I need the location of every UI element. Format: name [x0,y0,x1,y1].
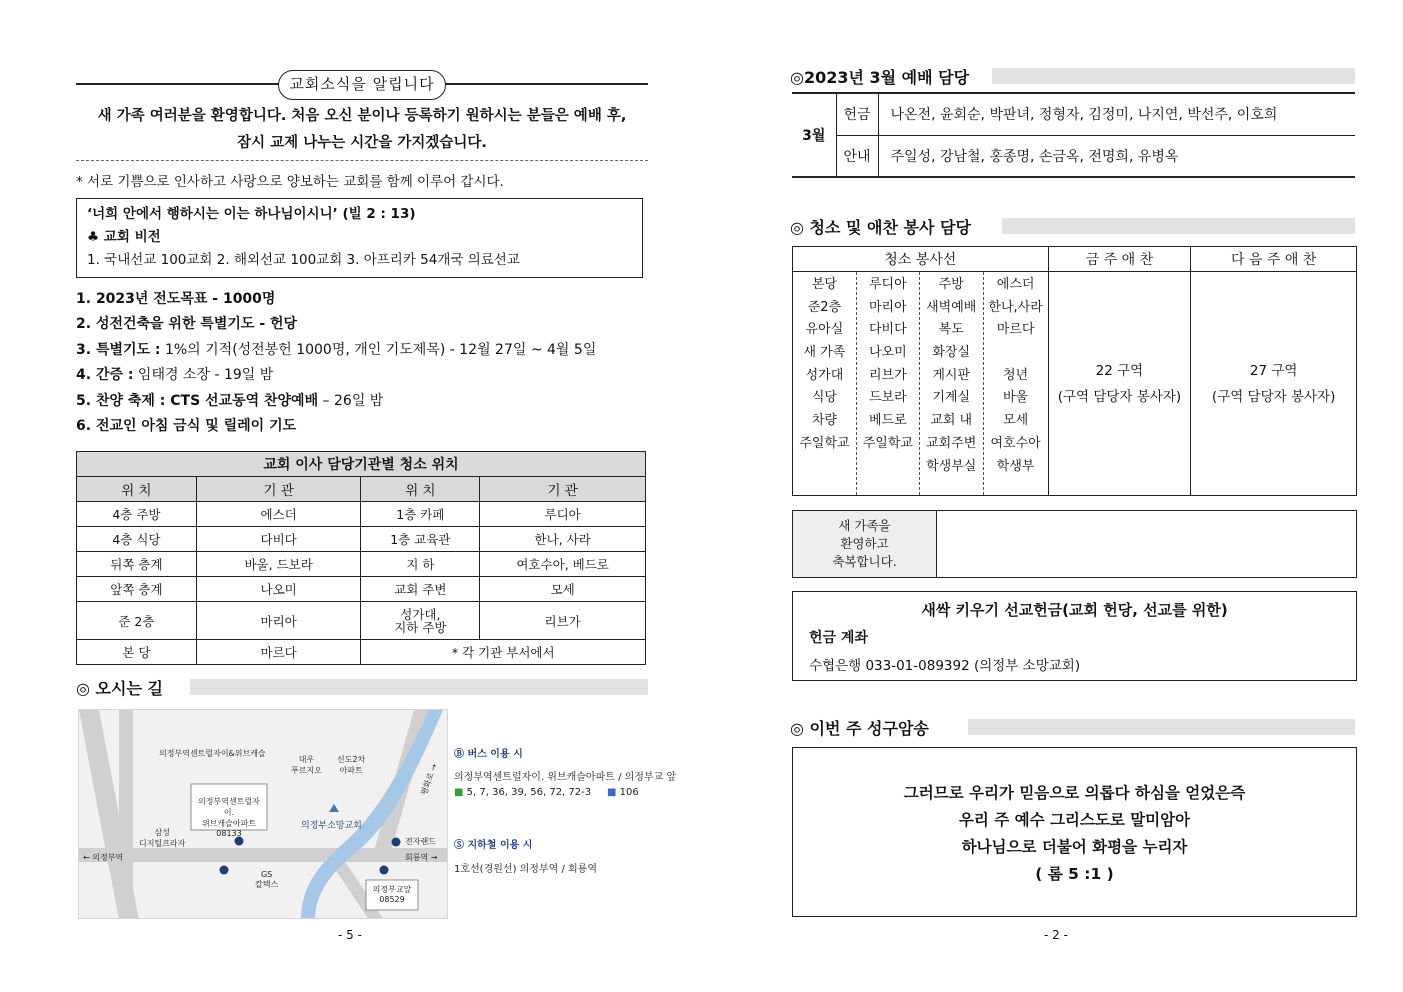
table-cell: 1층 카페 [361,502,480,527]
table-cell: 지 하 [361,552,480,577]
vision-heading: ♣ 교회 비전 [87,229,161,245]
map-label: 의정부교앞 08529 [372,885,412,904]
table-row [792,93,1355,135]
new-family-box [792,510,1357,578]
table-cell: * 각 기관 부서에서 [361,640,646,665]
table-cell: 마르다 [196,640,361,665]
announcement-2: 2. 성전건축을 위한 특별기도 - 헌당 [76,316,298,332]
bus-stop: 의정부역센트럴자이. 위브캐슬아파트 / 의정부교 앞 [454,772,677,783]
worship-duty-table [792,92,1355,178]
map-label: 의정부역센트럴자이. 위브캐슬아파트 08133 [198,797,260,838]
this-week-meal: 22 구역 (구역 담당자 봉사자) [1048,272,1191,496]
col-header: 위 치 [77,477,197,502]
table-cell: 여호수아, 베드로 [480,552,646,577]
table-cell: 본 당 [77,640,197,665]
table-row [77,577,646,602]
map-label: 전자랜드 [405,837,436,846]
section-bar [190,679,648,695]
announcement-4: 4. 간증 : 임태경 소장 - 19일 밤 [76,367,274,383]
welcome-text-2: 잠시 교제 나누는 시간을 가지겠습니다. [237,135,487,151]
names-cell: 주일성, 강남철, 홍종명, 손금옥, 전명희, 유병옥 [878,135,1355,177]
map-label: 대우 푸르지오 [291,755,322,775]
map-label: GS 칼텍스 [255,870,279,889]
table-row [77,527,646,552]
map-label: ← 의정부역 [83,853,124,862]
memory-verse-box [792,747,1357,917]
table-row [77,552,646,577]
subway-icon: Ⓢ [454,840,464,851]
announcement-6: 6. 전교인 아침 금식 및 릴레이 기도 [76,418,297,434]
blue-bus-icon: ■ [607,787,617,798]
table-cell: 리브가 [480,602,646,640]
subway-title: Ⓢ 지하철 이용 시 [454,840,533,851]
table-cell: 1층 교육관 [361,527,480,552]
vision-box [76,198,643,278]
col-header: 청소 봉사선 [793,247,1049,272]
page-number-right: - 2 - [1044,928,1068,942]
table-cell: 다비다 [196,527,361,552]
table-row [793,272,1357,496]
offering-account: 수협은행 033-01-089392 (의정부 소망교회) [809,658,1081,674]
volunteer-title: ◎ 청소 및 애찬 봉사 담당 [790,218,971,237]
table-cell: 4층 주방 [77,502,197,527]
green-bus-icon: ■ [454,787,464,798]
table-row [77,602,646,640]
announcement-5: 5. 찬양 축제 : CTS 선교동역 찬양예배 – 26일 밤 [76,393,384,409]
table-row [77,640,646,665]
memory-verse-title: ◎ 이번 주 성구암송 [790,719,929,738]
map-label: 삼성 디지털프라자 [139,828,186,848]
cleaning-places-col-1: 본당 준2층 유아실 새 가족 성가대 식당 차량 주일학교 [793,272,857,496]
col-header: 금 주 애 찬 [1048,247,1191,272]
church-map [78,709,448,919]
dashed-divider [76,160,648,161]
map-label: 의정부역센트럴자이&위브캐슬 [159,749,266,758]
col-header: 위 치 [361,477,480,502]
table-cell: 성가대, 지하 주방 [361,602,480,640]
cleaning-groups-col-2: 에스더 한나,사라 마르다 청년 바울 모세 여호수아 학생부 [983,272,1048,496]
names-cell: 나온전, 윤회순, 박판녀, 정형자, 김정미, 나지연, 박선주, 이호희 [878,93,1355,135]
verse-reference: ( 롬 5 :1 ) [1035,865,1114,883]
month-cell: 3월 [792,93,836,177]
cleaning-location-table [76,451,646,665]
vision-items: 1. 국내선교 100교회 2. 해외선교 100교회 3. 아프리카 54개국 의료선교 [87,252,520,268]
table-cell: 한나, 사라 [480,527,646,552]
offering-box [792,591,1357,681]
role-cell: 안내 [836,135,878,177]
section-bar [968,719,1355,735]
table-cell: 마리아 [196,602,361,640]
verse-line-3: 하나님으로 더불어 화평을 누리자 [961,838,1188,856]
bus-icon: Ⓑ [454,749,464,760]
offering-label: 헌금 계좌 [809,630,868,646]
volunteer-table [792,246,1357,496]
section-bar [992,68,1355,84]
bus-routes: ■ 5, 7, 36, 39, 56, 72, 72-3 ■ 106 [454,787,639,798]
map-label: 회룡역 → [405,853,438,862]
table-cell: 바울, 드보라 [196,552,361,577]
table-cell: 루디아 [480,502,646,527]
table-cell: 모세 [480,577,646,602]
new-family-label: 새 가족을 환영하고 축복합니다. [793,511,937,577]
table-cell: 에스더 [196,502,361,527]
role-cell: 헌금 [836,93,878,135]
table-cell: 준 2층 [77,602,197,640]
announcement-3: 3. 특별기도 : 1%의 기적(성전봉헌 1000명, 개인 기도제목) - 12월 27일 ~ 4월 5일 [76,342,597,358]
col-header: 기 관 [480,477,646,502]
table-row [793,247,1357,272]
news-title: 교회소식을 알립니다 [278,70,446,100]
worship-title: ◎2023년 3월 예배 담당 [790,68,970,87]
col-header: 기 관 [196,477,361,502]
welcome-text-1: 새 가족 여러분을 환영합니다. 처음 오신 분이나 등록하기 원하시는 분들은 예배 후, [97,108,627,124]
next-week-meal: 27 구역 (구역 담당자 봉사자) [1191,272,1357,496]
verse-line-2: 우리 주 예수 그리스도로 말미암아 [958,811,1191,829]
table-cell: 뒤쪽 층계 [77,552,197,577]
map-label: 신도2차 아파트 [337,755,366,775]
subway-line: 1호선(경원선) 의정부역 / 회룡역 [454,864,597,875]
offering-title: 새싹 키우기 선교헌금(교회 헌당, 선교를 위한) [921,601,1228,619]
table-cell: 앞쪽 층계 [77,577,197,602]
vision-verse: ‘너희 안에서 행하시는 이는 하나님이시니’ (빌 2 : 13) [87,206,416,222]
church-marker: 의정부소망교회 [301,821,362,831]
directions-title: ◎ 오시는 길 [76,679,163,698]
page-number-left: - 5 - [338,928,362,942]
cleaning-table-caption: 교회 이사 담당기관별 청소 위치 [77,452,646,477]
announcement-1: 1. 2023년 전도목표 - 1000명 [76,291,276,307]
table-row [77,502,646,527]
table-cell: 교회 주변 [361,577,480,602]
col-header: 다 음 주 애 찬 [1191,247,1357,272]
cleaning-groups-col-1: 루디아 마리아 다비다 나오미 리브가 드보라 베드로 주일학교 [856,272,919,496]
table-cell: 나오미 [196,577,361,602]
church-note: * 서로 기쁨으로 인사하고 사랑으로 양보하는 교회를 함께 이루어 갑시다. [76,174,504,190]
bus-title: Ⓑ 버스 이용 시 [454,749,523,760]
table-cell: 4층 식당 [77,527,197,552]
section-bar [1002,218,1355,234]
verse-line-1: 그러므로 우리가 믿음으로 의롭다 하심을 얻었은즉 [903,784,1246,802]
cleaning-places-col-2: 주방 새벽예배 복도 화장실 게시판 기계실 교회 내 교회주변 학생부실 [919,272,983,496]
map-label: 평화로 → [419,762,439,797]
table-row [792,135,1355,177]
